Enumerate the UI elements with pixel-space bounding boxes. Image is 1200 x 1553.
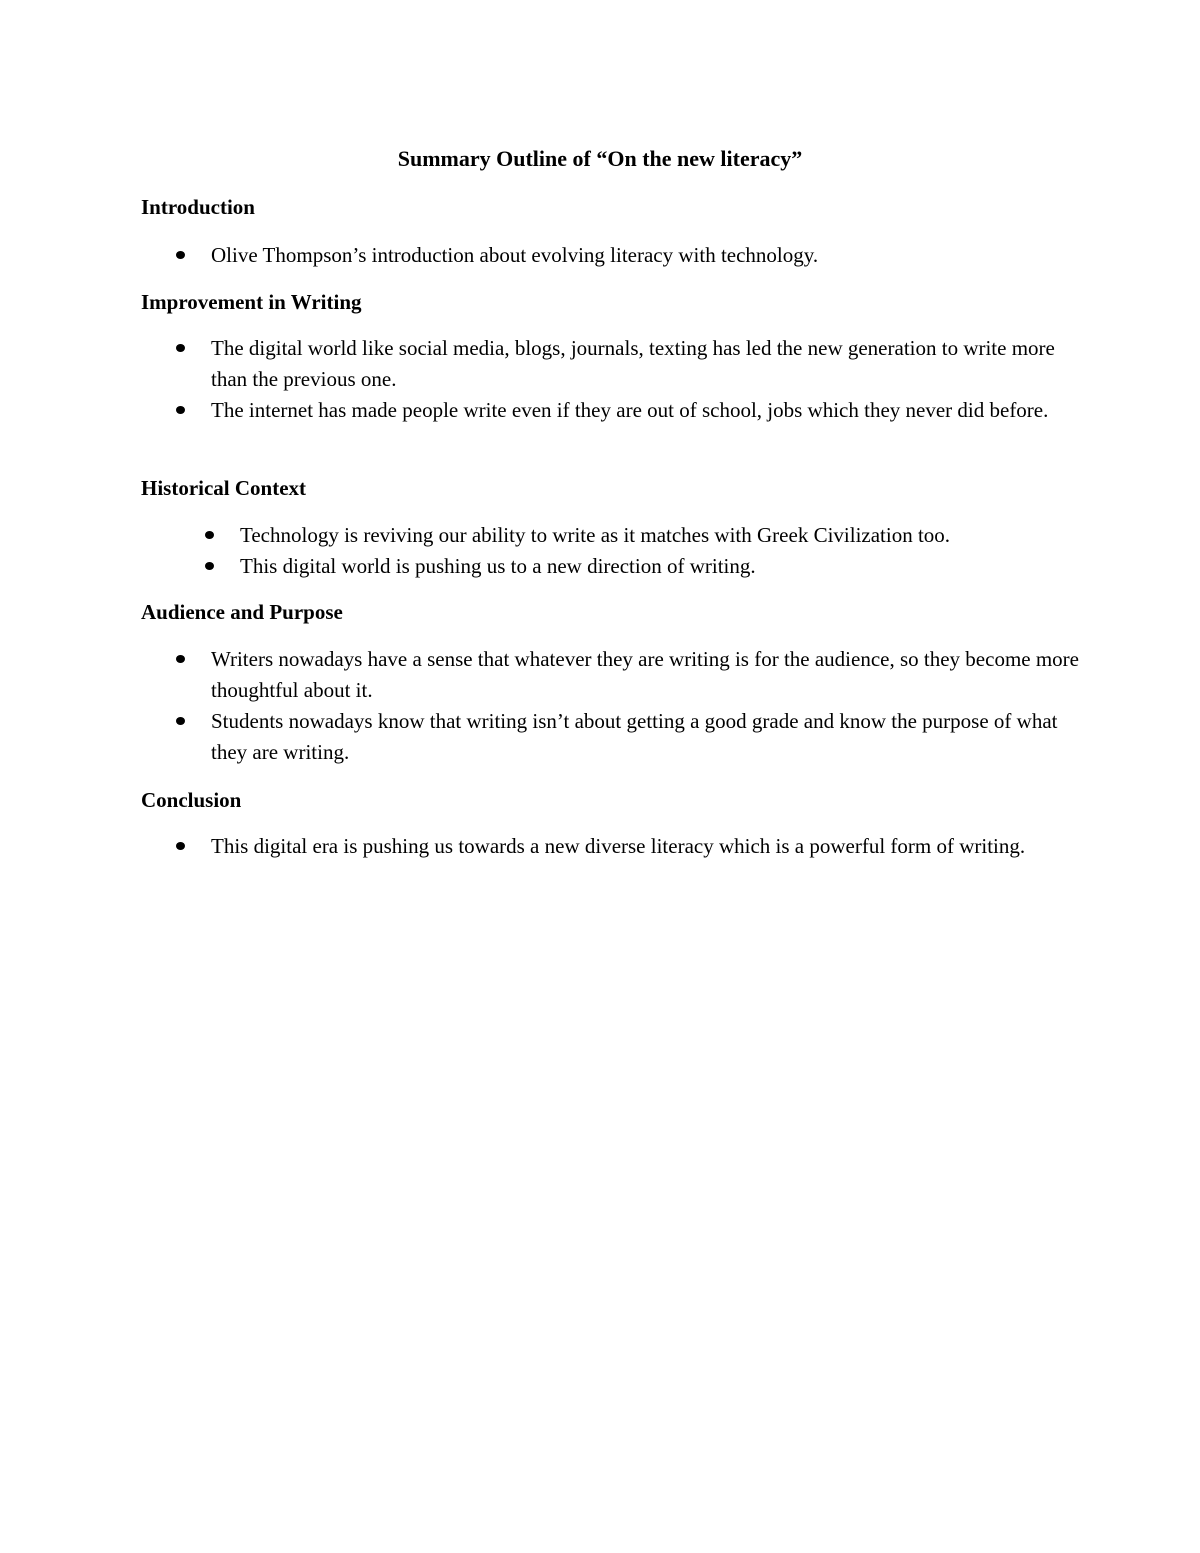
section-heading-improvement-in-writing: Improvement in Writing xyxy=(141,290,362,314)
list-item-text: Students nowadays know that writing isn’t about getting a good grade and know the purpose of what they are writing. xyxy=(211,709,1058,764)
list-item-text: Olive Thompson’s introduction about evolving literacy with technology. xyxy=(211,243,819,267)
list-item xyxy=(211,644,1091,706)
bullet-icon xyxy=(176,842,185,850)
list-item xyxy=(240,551,1090,582)
bullet-icon xyxy=(176,344,185,352)
bullet-icon xyxy=(176,406,185,414)
list-item-text: The internet has made people write even if they are out of school, jobs which they never did before. xyxy=(211,398,1049,422)
list-item xyxy=(211,395,1091,426)
list-item xyxy=(240,520,1090,551)
bullet-list-improvement-in-writing xyxy=(211,333,1091,426)
bullet-icon xyxy=(205,562,214,570)
list-item-text: Technology is reviving our ability to write as it matches with Greek Civilization too. xyxy=(240,523,951,547)
bullet-icon xyxy=(176,655,185,663)
bullet-list-introduction xyxy=(211,240,1091,271)
list-item xyxy=(211,240,1091,271)
document-title: Summary Outline of “On the new literacy” xyxy=(397,146,803,171)
bullet-list-conclusion xyxy=(211,831,1091,862)
list-item-text: This digital world is pushing us to a new direction of writing. xyxy=(240,554,756,578)
section-heading-historical-context: Historical Context xyxy=(141,476,307,500)
bullet-list-historical-context xyxy=(240,520,1090,582)
bullet-list-audience-and-purpose xyxy=(211,644,1091,768)
list-item xyxy=(211,831,1091,862)
list-item-text: This digital era is pushing us towards a new diverse literacy which is a powerful form of writing. xyxy=(211,834,1026,858)
list-item xyxy=(211,706,1091,768)
list-item-text: Writers nowadays have a sense that whatever they are writing is for the audience, so they become more thoughtful about it. xyxy=(211,647,1079,702)
bullet-icon xyxy=(205,531,214,539)
bullet-icon xyxy=(176,717,185,725)
bullet-icon xyxy=(176,251,185,259)
section-heading-conclusion: Conclusion xyxy=(141,788,242,812)
section-heading-audience-and-purpose: Audience and Purpose xyxy=(141,600,343,624)
list-item-text: The digital world like social media, blogs, journals, texting has led the new generation to write more than the previous one. xyxy=(211,336,1055,391)
list-item xyxy=(211,333,1091,395)
section-heading-introduction: Introduction xyxy=(141,195,255,219)
